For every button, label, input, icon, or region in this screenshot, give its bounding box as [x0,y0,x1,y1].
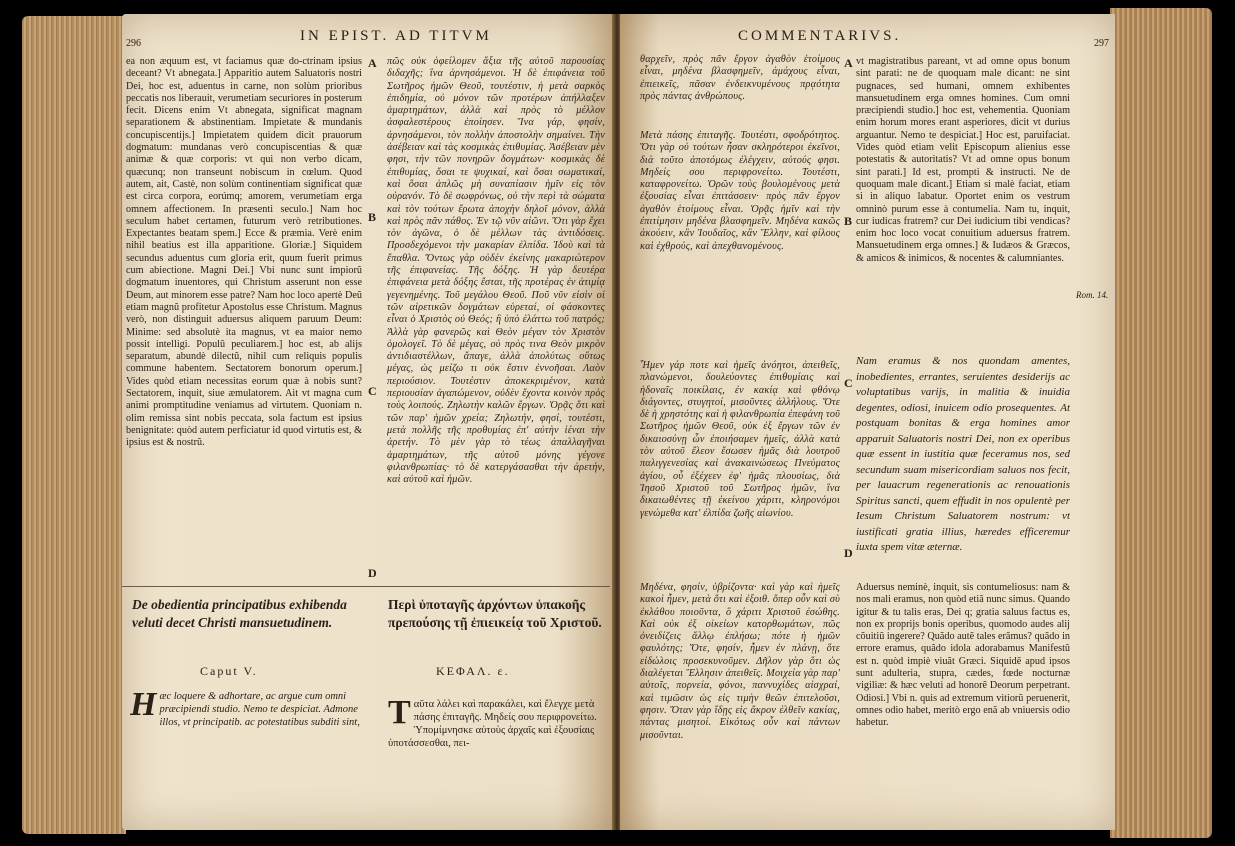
margin-note: Rom. 14. [1076,290,1109,300]
right-side-letter-c: C [844,376,853,390]
left-greek-column: πῶς οὐκ ὀφείλομεν ἄξια τῆς αὐτοῦ παρουσίας διδαχῆς; ἵνα ἀρνησάμενοι. Ἡ δὲ ἐπιφάνεια τοῦ Σωτῆρος ἡμῶν Θεοῦ, τουτέστιν, ἡ μετὰ σαρκὸς ἐπιδημία, οὐ μόνον τῶν προτέρων ἀπήλλαξεν ἁμαρτημάτων, ἀλλὰ καὶ πρὸς τὸ μέλλον ἀσφαλεστέρους ἐποίησεν. Ἵνα γάρ, φησίν, ἀρνησάμενοι, τὸν πολλὴν ἀποστολὴν σημαίνει. Τὴν ἀσέβειαν καὶ τὰς κοσμικὰς ἐπιθυμίας. Ἀσέβειαν μὲν φησι, τὴν τῶν πονηρῶν δογμάτων· κοσμικὰς δὲ ἐπιθυμίας, ὅσαι τε ψυχικαί, καὶ ὅσαι σωματικαί, καὶ ὅσαι ἁπλῶς μὴ συναπίασιν ἡμῖν εἰς τὸν οὐρανόν. Τὸ δὲ σωφρόνως, οὐ τὴν περὶ τὰ σώματα καὶ τὸν τούτων ἔρωτα ἀποχὴν δηλοῖ μόνον, ἀλλὰ καὶ πρὸς πᾶν πάθος. Ἐν τῷ νῦν αἰῶνι. Ὅτι γὰρ ἔχει τὸν ἀγῶνα, ὁ δὲ μέλλων τὰς ἀντιδόσεις. Προσδεχόμενοι τὴν μακαρίαν ἐλπίδα. Ἰδοὺ καὶ τὰ ἔπαθλα. Ὄντως γὰρ οὐδὲν ἐκείνης μακαριώτερον τῆς ἐπιφανείας. Τῆς δόξης. Ἡ γὰρ δευτέρα ἐπιφάνεια μετὰ δόξης ἔσται, τῆς προτέρας ἐν ἀτιμίᾳ γεγενημένης. Τοῦ μεγάλου Θεοῦ. Ποῦ νῦν εἰσὶν οἱ τῶν αἱρετικῶν δογμάτων εὑρεταί, οἱ φάσκοντες εἶναι ὁ Χριστὸς οὐ Θεός; ἢ ὑπὸ ἐλάττω τοῦ πατρός; Ἀλλὰ γὰρ φανερῶς καὶ Θεὸν μέγαν τὸν Χριστὸν ὁμολογεῖ. Τὸ δὲ μέγας, οὐ πρὸς τινα Θεὸν μικρὸν ἀντιδιαστέλλων, ἄπαγε, ἀλλὰ ἀπολύτως οὕτως μέγας, ὡς μείζω τι οὐκ ἔστιν ἐννοῆσαι. Λαὸν περιούσιον. Τουτέστιν ἀποκεκριμένον, κατὰ περιουσίαν ἀγαπώμενον, οὐδὲν ἔχοντα κοινὸν πρὸς τοὺς λοιπούς. Ζηλωτὴν καλῶν ἔργων. Ὁρᾷς ὅτι καὶ τῶν παρ' ἡμῶν χρεία; Ζηλωτήν, φησί, τουτέστι, μετὰ πολλῆς τῆς προθυμίας ἐπ' αὐτὴν ἰέναι τὴν ἀρετήν. Τὸ μὲν γὰρ τὸ τέως ἀπαλλαγῆναι ἁμαρτημάτων, τῆς αὐτοῦ μόνης γέγονε φιλανθρωπίας· τὸ δὲ κατεργάσασθαι τὴν ἀρετήν, καὶ αὐτοῦ καὶ ἡμῶν. [387,56,605,486]
right-latin-bottom: Aduersus neminè, inquit, sis contumeliosus: nam & nos mali eramus, non quòd etiã nunc simus. Quando igitur & tu talis eras, Dei q; gratia saluus factus es, non ex proprijs bonis operibus, quomodo audes alij cõuitiũ ingerere? Quãdo autẽ tales erãmus? quãdo in errore eramus, quãdo idola adorabamus Manifestũ est n. quòd impiè viuãt Græci. Siquidẽ apud ipsos sunt adulteria, stupra, cædes, fœde nocturnæ vigiliæ: & hæc veluti ad honorẽ Deorum perpetrant. Odiosi.] Vbi n. quis ad extremum vitiorũ peruenerit, omnes odio habet, meritò ergo enã ab vniuersis odio habetur. [856,582,1070,729]
side-letter-a: A [368,56,377,70]
chapter-text-greek: Ταῦτα λάλει καὶ παρακάλει, καὶ ἔλεγχε μετὰ πάσης ἐπιταγῆς. Μηδείς σου περιφρονείτω. Ὑπομίμνησκε αὐτοὺς ἀρχαῖς καὶ ἐξουσίαις ὑποτάσσεσθαι, πει- [388,698,597,749]
caput-latin: Caput V. [200,664,258,678]
right-folio: 297 [1094,38,1109,49]
left-page [122,14,614,830]
right-greek-top: θαρχεῖν, πρὸς πᾶν ἔργον ἀγαθὸν ἑτοίμους εἶναι, μηδένα βλασφημεῖν, ἀμάχους εἶναι, ἐπιεικεῖς, πᾶσαν ἐνδεικνυμένους πρᾳότητα πρὸς πάντας ἀνθρώπους. [640,54,840,102]
right-greek-bottom: Μηδένα, φησίν, ὑβρίζοντα· καὶ γὰρ καὶ ἡμεῖς κακοὶ ἦμεν, μετὰ ὅτι καὶ ἐξοιθ. ὅπερ οὖν καὶ σὺ ἐκλάθου ποιοῦντα, ὃ χάριτι Χριστοῦ ἐσώθης. Καὶ οὐκ ἐξ οἰκείων κατορθωμάτων, πῶς ὀνειδίζεις ἄλλῳ ἐπλήσω; πότε ἡ ἡμῶν φαυλότης; Ὅτε, φησίν, ἦμεν ἐν πλάνῃ, ὅτε εἰδώλοις προσεκυνοῦμεν. Δῆλον γὰρ ὅτι ὡς διαλέγεται Ἕλλησιν ἀπειθεῖς. Μοιχεία γὰρ παρ' αὐτοῖς, πορνεία, φόνοι, παννυχίδες αἰσχραί, καὶ τιμῶσιν ὡς εἰς τιμὴν θεῶν ἐπιτελοῦσι, φησιν. Ὅταν γὰρ ἴδῃς εἰς ἄκρον ἐλθεῖν κακίας, πάντας μισητοί. Εἰκότως οὖν καὶ πάντων μισοῦνται. [640,582,840,741]
left-latin-column: ea non æquum est, vt faciamus quæ do-ctrinam ipsius deceant? Vt abnegata.] Apparitio autem Saluatoris nostri Dei, hoc est, aduentus in carne, non solùm prioribus peccatis nos liberauit, verumetiam securiores in posterum fecit. Dicens enim Vt abnegata, significat magnam separationem & abstinentiam. Impietate & mundanis concupiscentijs.] Impietatem quidem dicit prauorum dogmatum: mundanas verò concupiscentias & quæ animæ & quæ corporis: vt qui non verbo dicam, quæcunq; non transeunt nobiscum in cœlum. Quod autem, ait, Castè, non solùm continentiam significat quæ est circa corpora, eorúmq; amorem, verumetiam erga omnem affectionem. In præsenti seculo.] Nam hoc seculum habet certamen, futurum verò retributiones. Expectantes beatam spem.] Ecce & præmia. Verè enim nihil beatius est illa apparitione. Gloriæ.] Siquidem secundus aduentus cum gloria erit, quum fuerit primus cum abiectione. Magni Dei.] Vbi nunc sunt impiorũ dogmatum inuentores, qui Christum asserunt non esse Deum, aut minorem esse patre? Nam hoc loco apertè Deũ etiam magnũ profitetur Apostolus esse Christum. Magnus verò, non distinguit aduersus aliquem paruum Deum: Minime: sed absolutè ita magnus, vt ea maior nemo possit intelligi. Populũ peculiarem.] hoc est, ab alijs separatum, abundè dilectũ, nihil cum reliquis populis commune habentem. Sectatorem bonorum operum.] Vides quòd etiam necessitas eorum quæ à nobis sunt? Sectatorem, inquit, siue æmulatorem. Ait vt magna cum animi promptitudine veniamus ad virtutem. Quoniam n. olim remissa sint nobis peccata, sola factum est ipsius benignitate: quòd autem perficiatur id quod virtutis est, & ipsius est & nostrũ. [126,56,362,449]
side-letter-d: D [368,566,377,580]
right-side-letter-a: A [844,56,853,70]
right-page [620,14,1115,830]
drop-cap-t: Τ [388,698,411,731]
section-divider [122,586,610,587]
chapter-text-latin: Hæc loquere & adhortare, ac argue cum omni præcipiendi studio. Nemo te despiciat. Admone illos, vt principatib. ac potestatibus subditi sint, [130,690,360,728]
right-latin-column: vt magistratibus pareant, vt ad omne opus bonum sint parati: ne de quoquam male dicant: ne sint pugnaces, sed humani, omnem exhibentes mansuetudinem erga omnes homines. Cum omni præcipiendi studio.] hoc est, vehementia. Quoniam enim horum mores erant asperiores, dicit vt durius arguantur. Nemo te despiciat.] Hoc est, paruifaciat. Vides quòd etiam velit Episcopum alienius esse potestatis & autoritatis? Vt ad omne opus bonum sint parati.] Id est, prompti & instructi. Ne de quoquam male dicant.] Etiam si malè faciat, etiam si in aliquo labatur. Oportet enim os vestrum omninò purum esse à contumelia. Nam tu, inquit, cur iudicas fratrem? cur Dei iudicium tibi vendicas? enim hoc loco vocat conuitium aduersus fratrem. Mansuetudinem erga omnes.] & Iudæos & Græcos, & amicos & inimicos, & nocentes & calumniantes. [856,56,1070,264]
right-side-letter-d: D [844,546,853,560]
drop-cap-h: H [130,690,157,723]
side-letter-c: C [368,384,377,398]
chapter-heading-latin: De obedientia principatibus exhibenda veluti decet Christi mansuetudinem. [132,597,347,630]
right-greek-comment: Μετὰ πάσης ἐπιταγῆς. Τουτέστι, σφοδρότητος. Ὅτι γὰρ οὐ τούτων ἦσαν σκληρότεροι ἐκεῖνοι, διὰ τοῦτο ἀποτόμως ἐλέγχειν, αὐτούς φησι. Μηδείς σου περιφρονείτω. Τουτέστι, καταφρονείτω. Ὁρῶν τοὺς βουλομένους μετὰ ἐξουσίας εἶναι ἐπιτάσσειν· πρὸς πᾶν ἔργον ἀγαθὸν ἑτοίμους εἶναι. Ὁρᾷς ἡμῖν καὶ τὴν ἐπιτίμησιν μηδένα βλασφημεῖν. Μηδένα κακῶς ἀκούειν, κἂν Ἰουδαῖος, κἂν Ἕλλην, καὶ φίλους καὶ ἐχθρούς, καὶ ἀπεχθανομένους. [640,130,840,252]
caput-greek: ΚΕΦΑΛ. ε. [436,664,510,678]
right-greek-middle: Ἦμεν γάρ ποτε καὶ ἡμεῖς ἀνόητοι, ἀπειθεῖς, πλανώμενοι, δουλεύοντες ἐπιθυμίαις καὶ ἡδοναῖς ποικίλαις, ἐν κακίᾳ καὶ φθόνῳ διάγοντες, στυγητοί, μισοῦντες ἀλλήλους. Ὅτε δὲ ἡ χρηστότης καὶ ἡ φιλανθρωπία ἐπεφάνη τοῦ Σωτῆρος ἡμῶν Θεοῦ, οὐκ ἐξ ἔργων τῶν ἐν δικαιοσύνῃ ὧν ἐποιήσαμεν ἡμεῖς, ἀλλὰ κατὰ τὸν αὐτοῦ ἔλεον ἔσωσεν ἡμᾶς διὰ λουτροῦ παλιγγενεσίας καὶ ἀνακαινώσεως Πνεύματος ἁγίου, οὗ ἐξέχεεν ἐφ' ἡμᾶς πλουσίως, διὰ Ἰησοῦ Χριστοῦ τοῦ Σωτῆρος ἡμῶν, ἵνα δικαιωθέντες τῇ ἐκείνου χάριτι, κληρονόμοι γενώμεθα κατ' ἐλπίδα ζωῆς αἰωνίου. [640,360,840,519]
right-running-head: COMMENTARIVS. [738,28,902,44]
left-running-head: IN EPIST. AD TITVM [300,28,492,44]
left-folio: 296 [126,38,141,49]
side-letter-b: B [368,210,377,224]
right-page-edges [1110,8,1212,838]
chapter-heading-greek: Περὶ ὑποταγῆς ἀρχόντων ὑπακοῆς πρεπούσης τῇ ἐπιεικείᾳ τοῦ Χριστοῦ. [388,597,602,630]
left-page-edges [22,16,126,834]
open-book [22,8,1212,838]
right-side-letter-b: B [844,214,853,228]
right-latin-middle: Nam eramus & nos quondam amentes, inobedientes, errantes, seruientes desiderijs ac voluptatibus varijs, in malitia & inuidia degentes, odiosi, inuicem odio prosequentes. At postquam bonitas & erga homines amor apparuit Saluatoris nostri Dei, non ex operibus quæ essent in iustitia quæ feceramus nos, sed secundum suam misericordiam saluos nos fecit, per lauacrum regenerationis ac renouationis Spiritus sancti, quem effudit in nos opulentè per Iesum Christum Saluatorem nostrum: vt iustificati gratia illius, hæredes efficeremur iuxta spem vitæ æternæ. [856,355,1070,553]
